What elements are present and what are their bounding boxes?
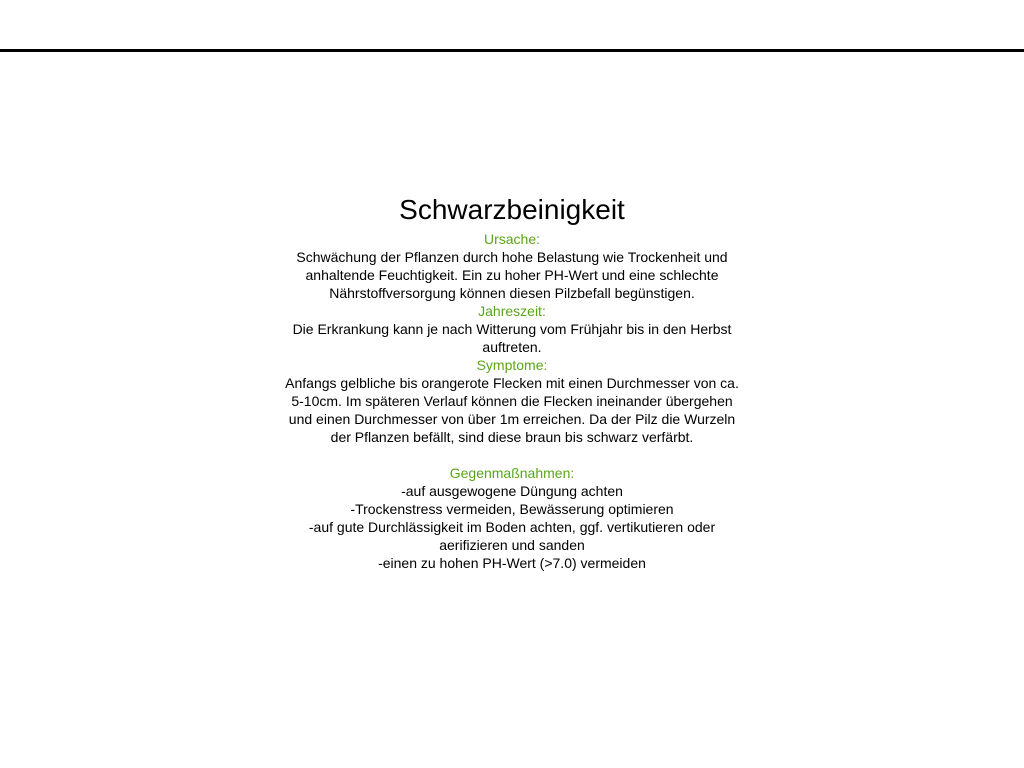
gegenmassnahmen-line: -auf ausgewogene Düngung achten xyxy=(401,483,623,499)
symptome-heading: Symptome: xyxy=(476,357,548,373)
symptome-line: und einen Durchmesser von über 1m erreichen. Da der Pilz die Wurzeln xyxy=(288,411,736,427)
slide-title: Schwarzbeinigkeit xyxy=(399,194,625,225)
gegenmassnahmen-heading: Gegenmaßnahmen: xyxy=(449,465,575,481)
section-spacer xyxy=(262,446,762,464)
gegenmassnahmen-line: -einen zu hohen PH-Wert (>7.0) vermeiden xyxy=(378,555,646,571)
gegenmassnahmen-line: -auf gute Durchlässigkeit im Boden achten, ggf. vertikutieren oder xyxy=(308,519,716,535)
ursache-line: Schwächung der Pflanzen durch hohe Belastung wie Trockenheit und xyxy=(296,249,728,265)
top-divider-line xyxy=(0,49,1024,52)
gegenmassnahmen-line: aerifizieren und sanden xyxy=(439,537,585,553)
jahreszeit-heading: Jahreszeit: xyxy=(478,303,546,319)
gegenmassnahmen-line: -Trockenstress vermeiden, Bewässerung optimieren xyxy=(350,501,674,517)
ursache-line: Nährstoffversorgung können diesen Pilzbefall begünstigen. xyxy=(329,285,695,301)
ursache-heading: Ursache: xyxy=(483,231,541,247)
symptome-line: 5-10cm. Im späteren Verlauf können die Flecken ineinander übergehen xyxy=(291,393,733,409)
jahreszeit-line: Die Erkrankung kann je nach Witterung vom Frühjahr bis in den Herbst xyxy=(292,321,732,337)
symptome-line: der Pflanzen befällt, sind diese braun bis schwarz verfärbt. xyxy=(330,429,694,445)
slide-content xyxy=(262,190,762,572)
ursache-line: anhaltende Feuchtigkeit. Ein zu hoher PH-Wert und eine schlechte xyxy=(305,267,719,283)
symptome-line: Anfangs gelbliche bis orangerote Flecken mit einen Durchmesser von ca. xyxy=(285,375,739,391)
jahreszeit-line: auftreten. xyxy=(482,339,542,355)
